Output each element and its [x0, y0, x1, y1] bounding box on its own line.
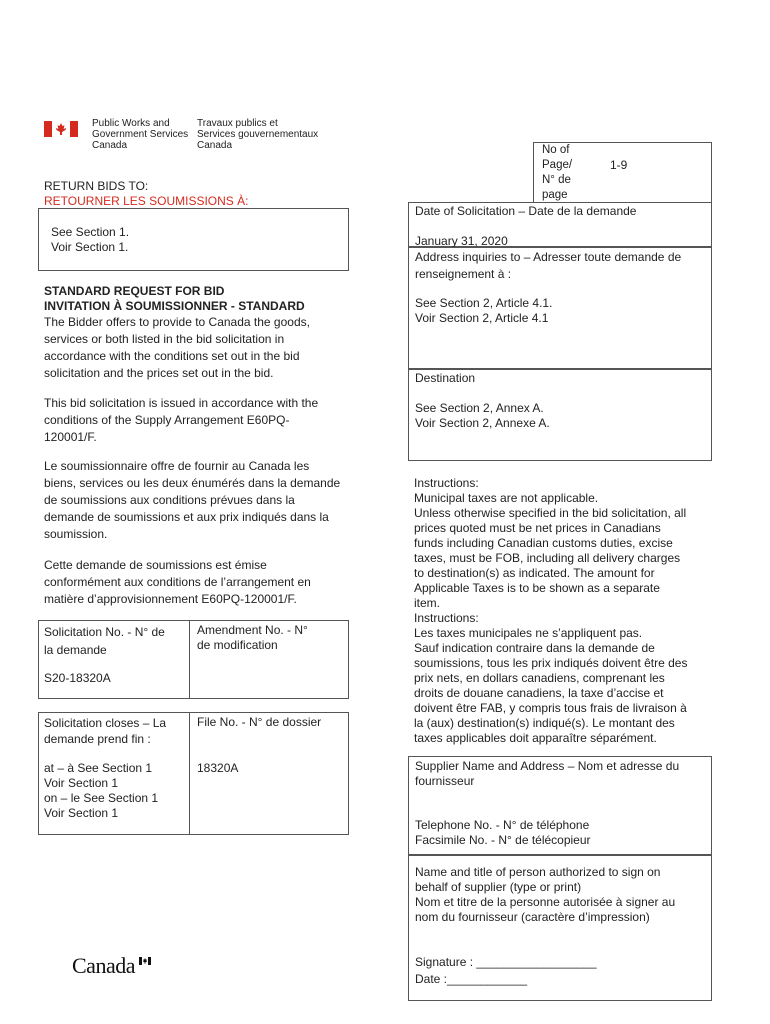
supplier-box [408, 756, 712, 855]
solicitation-date-value: January 31, 2020 [415, 234, 508, 248]
return-bids-label-fr: RETOURNER LES SOUMISSIONS À: [44, 194, 249, 208]
supplier-phone-fax: Telephone No. - N° de téléphone Facsimile No. - N° de télécopieur [415, 818, 591, 847]
solicitation-number-box [38, 620, 190, 699]
instructions-text: Instructions: Municipal taxes are not applicable. Unless otherwise specified in the bid solicitation, all prices quoted must be net prices in Canadians funds including Canadian customs duties, excise taxes, must be FOB, including all delivery charges to destination(s) as indicated. The amount for Applicable Taxes is to be shown as a separate item. Instructions: Les taxes municipales ne s’appliquent pas. Sauf indication contraire dans la demande de soumissions, tous les prix indiqués doivent être des prix nets, en dollars canadiens, comprenant les droits de douane canadiens, la taxe d’accise et doivent être FAB, y compris tous frais de livraison à la (aux) destination(s) indiqué(s). Le montant des taxes applicables doit apparaître séparément. [414, 476, 688, 745]
standard-paragraph-3: Le soumissionnaire offre de fournir au Canada les biens, services ou les deux énumérés dans la demande de soumissions aux conditions prévues dans la demande de soumissions et aux prix indiqués dans la soumission. [44, 459, 341, 541]
closing-label: Solicitation closes – La demande prend fin : [44, 716, 167, 746]
canada-wordmark-text: Canada [72, 953, 135, 978]
solicitation-number-value: S20-18320A [44, 671, 111, 685]
page-count-label: No of Page/ N° de page [542, 144, 573, 201]
destination-value: See Section 2, Annex A. Voir Section 2, Annexe A. [415, 401, 550, 430]
standard-paragraph-4: Cette demande de soumissions est émise conformément aux conditions de l’arrangement en matière d’approvisionnement E60PQ-120001/F. [44, 558, 311, 606]
standard-paragraph-1: The Bidder offers to provide to Canada the goods, services or both listed in the bid solicitation in accordance with the conditions set out in the bid solicitation and the prices set out in the bid. [44, 315, 310, 380]
standard-title-fr: INVITATION À SOUMISSIONNER - STANDARD [44, 299, 305, 313]
standard-paragraph-2: This bid solicitation is issued in accordance with the conditions of the Supply Arrangement E60PQ- 120001/F. [44, 396, 319, 444]
canada-flag-icon [44, 121, 78, 137]
file-number-value: 18320A [197, 761, 239, 775]
amendment-number-label: Amendment No. - N° de modification [197, 623, 308, 652]
page-count-value: 1-9 [610, 158, 628, 172]
signatory-box [408, 855, 712, 1001]
file-number-label: File No. - N° de dossier [197, 715, 322, 729]
closing-box [38, 712, 190, 835]
date-line[interactable]: Date :____________ [415, 972, 528, 986]
page-count-box [533, 142, 712, 202]
solicitation-date-box [408, 202, 712, 247]
department-name-fr: Travaux publics et Services gouvernementaux Canada [197, 118, 319, 151]
department-name-en: Public Works and Government Services Canada [92, 118, 189, 151]
canada-wordmark-logo [72, 953, 135, 979]
inquiries-label: Address inquiries to – Adresser toute demande de renseignement à : [415, 250, 682, 281]
signatory-label: Name and title of person authorized to sign on behalf of supplier (type or print) Nom et titre de la personne autorisée à signer au nom du fournisseur (caractère d’impression) [415, 865, 676, 924]
closing-value: at – à See Section 1 Voir Section 1 on – le See Section 1 Voir Section 1 [44, 761, 159, 820]
signature-line[interactable]: Signature : __________________ [415, 955, 597, 969]
file-number-box [189, 712, 349, 835]
solicitation-number-label: Solicitation No. - N° de la demande [44, 625, 165, 657]
destination-box [408, 369, 712, 461]
solicitation-date-label: Date of Solicitation – Date de la demande [415, 204, 637, 218]
standard-title-en: STANDARD REQUEST FOR BID [44, 284, 225, 298]
supplier-label: Supplier Name and Address – Nom et adresse du fournisseur [415, 759, 680, 788]
inquiries-value: See Section 2, Article 4.1. Voir Section 2, Article 4.1 [415, 296, 553, 325]
canada-wordmark-flag-icon [139, 957, 151, 965]
return-bids-label: RETURN BIDS TO: [44, 179, 149, 193]
inquiries-box [408, 247, 712, 369]
destination-label: Destination [415, 371, 476, 385]
return-bids-address-box [38, 208, 349, 271]
return-bids-address: See Section 1. Voir Section 1. [51, 225, 130, 254]
amendment-number-box [189, 620, 349, 699]
